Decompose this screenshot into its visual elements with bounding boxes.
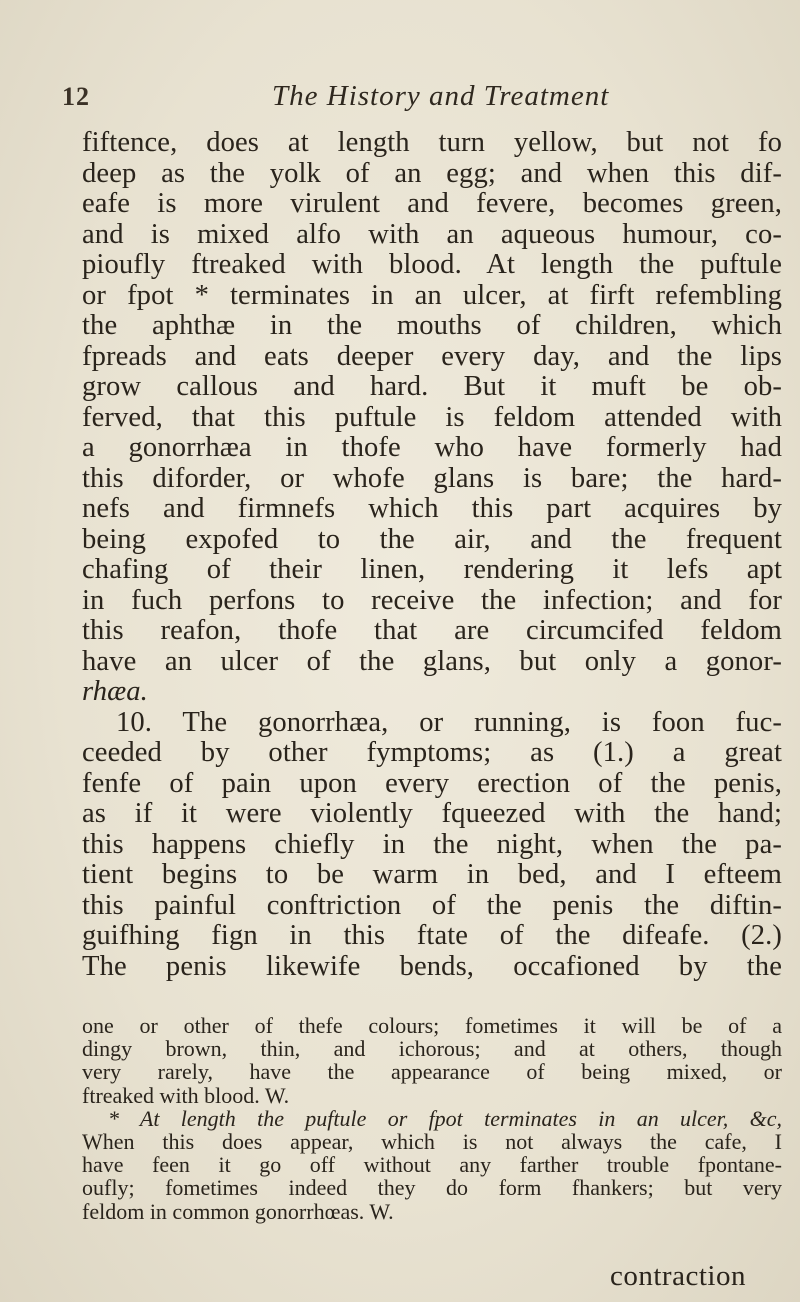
text-line: rhæa. (82, 676, 148, 707)
text-line: ferved, that this puftule is feldom attended with (82, 401, 782, 433)
text-line: fpreads and eats deeper every day, and the lips (82, 340, 782, 372)
footnote-line: When this does appear, which is not always the cafe, I (82, 1129, 782, 1155)
footnote-line: one or other of thefe colours; fometimes it will be of a (82, 1013, 782, 1038)
text-line: tient begins to be warm in bed, and I efteem (82, 859, 782, 890)
text-line: being expofed to the air, and the frequent (82, 523, 782, 555)
text-line: ceeded by other fymptoms; as (1.) a great (82, 737, 782, 768)
footnote-line: dingy brown, thin, and ichorous; and at others, though (82, 1036, 782, 1062)
footnote-line: * At length the puftule or fpot terminates in an ulcer, &c, (108, 1105, 782, 1131)
text-line: deep as the yolk of an egg; and when this dif- (82, 157, 782, 189)
text-line: the aphthæ in the mouths of children, which (82, 310, 782, 341)
text-line: eafe is more virulent and fevere, becomes green, (82, 188, 782, 219)
running-head: The History and Treatment (272, 80, 610, 112)
text-line: a gonorrhæa in thofe who have formerly had (82, 432, 782, 463)
paragraph-continued (82, 128, 782, 708)
text-line: grow callous and hard. But it muft be ob- (82, 371, 782, 402)
text-line: 10. The gonorrhæa, or running, is foon fuc- (116, 706, 782, 738)
footnote-line: have feen it go off without any farther trouble fpontane- (82, 1152, 782, 1178)
footnote-line: ftreaked with blood. W. (82, 1082, 290, 1108)
text-line: or fpot * terminates in an ulcer, at firft refembling (82, 279, 782, 311)
footnotes (82, 1014, 782, 1223)
main-text (82, 128, 782, 1223)
text-line: this diforder, or whofe glans is bare; the hard- (82, 462, 782, 494)
text-line: pioufly ftreaked with blood. At length the puftule (82, 249, 782, 280)
spacer (82, 982, 782, 1014)
footnote-line: oufly; fometimes indeed they do form fhankers; but very (82, 1175, 782, 1201)
text-line: this painful conftriction of the penis the diftin- (82, 889, 782, 921)
text-line: fiftence, does at length turn yellow, but not fo (82, 127, 782, 158)
text-line: and is mixed alfo with an aqueous humour, co- (82, 218, 782, 250)
text-line: fenfe of pain upon every erection of the penis, (82, 767, 782, 799)
catchword: contraction (610, 1260, 746, 1292)
page-number: 12 (62, 82, 90, 111)
text-line: this reafon, thofe that are circumcifed feldom (82, 615, 782, 646)
text-line: in fuch perfons to receive the infection; and for (82, 584, 782, 616)
text-line: this happens chiefly in the night, when the pa- (82, 828, 782, 860)
footnote-line: feldom in common gonorrhœas. W. (82, 1198, 394, 1224)
text-line: nefs and firmnefs which this part acquires by (82, 493, 782, 524)
text-line: chafing of their linen, rendering it lefs apt (82, 554, 782, 585)
text-line: as if it were violently fqueezed with the hand; (82, 798, 782, 829)
footnote-line: very rarely, have the appearance of being mixed, or (82, 1059, 782, 1085)
text-line: guifhing fign in this ftate of the difeafe. (2.) (82, 920, 782, 951)
text-line: The penis likewife bends, occafioned by the (82, 950, 782, 982)
text-line: have an ulcer of the glans, but only a gonor- (82, 645, 782, 677)
paragraph-10 (82, 708, 782, 983)
